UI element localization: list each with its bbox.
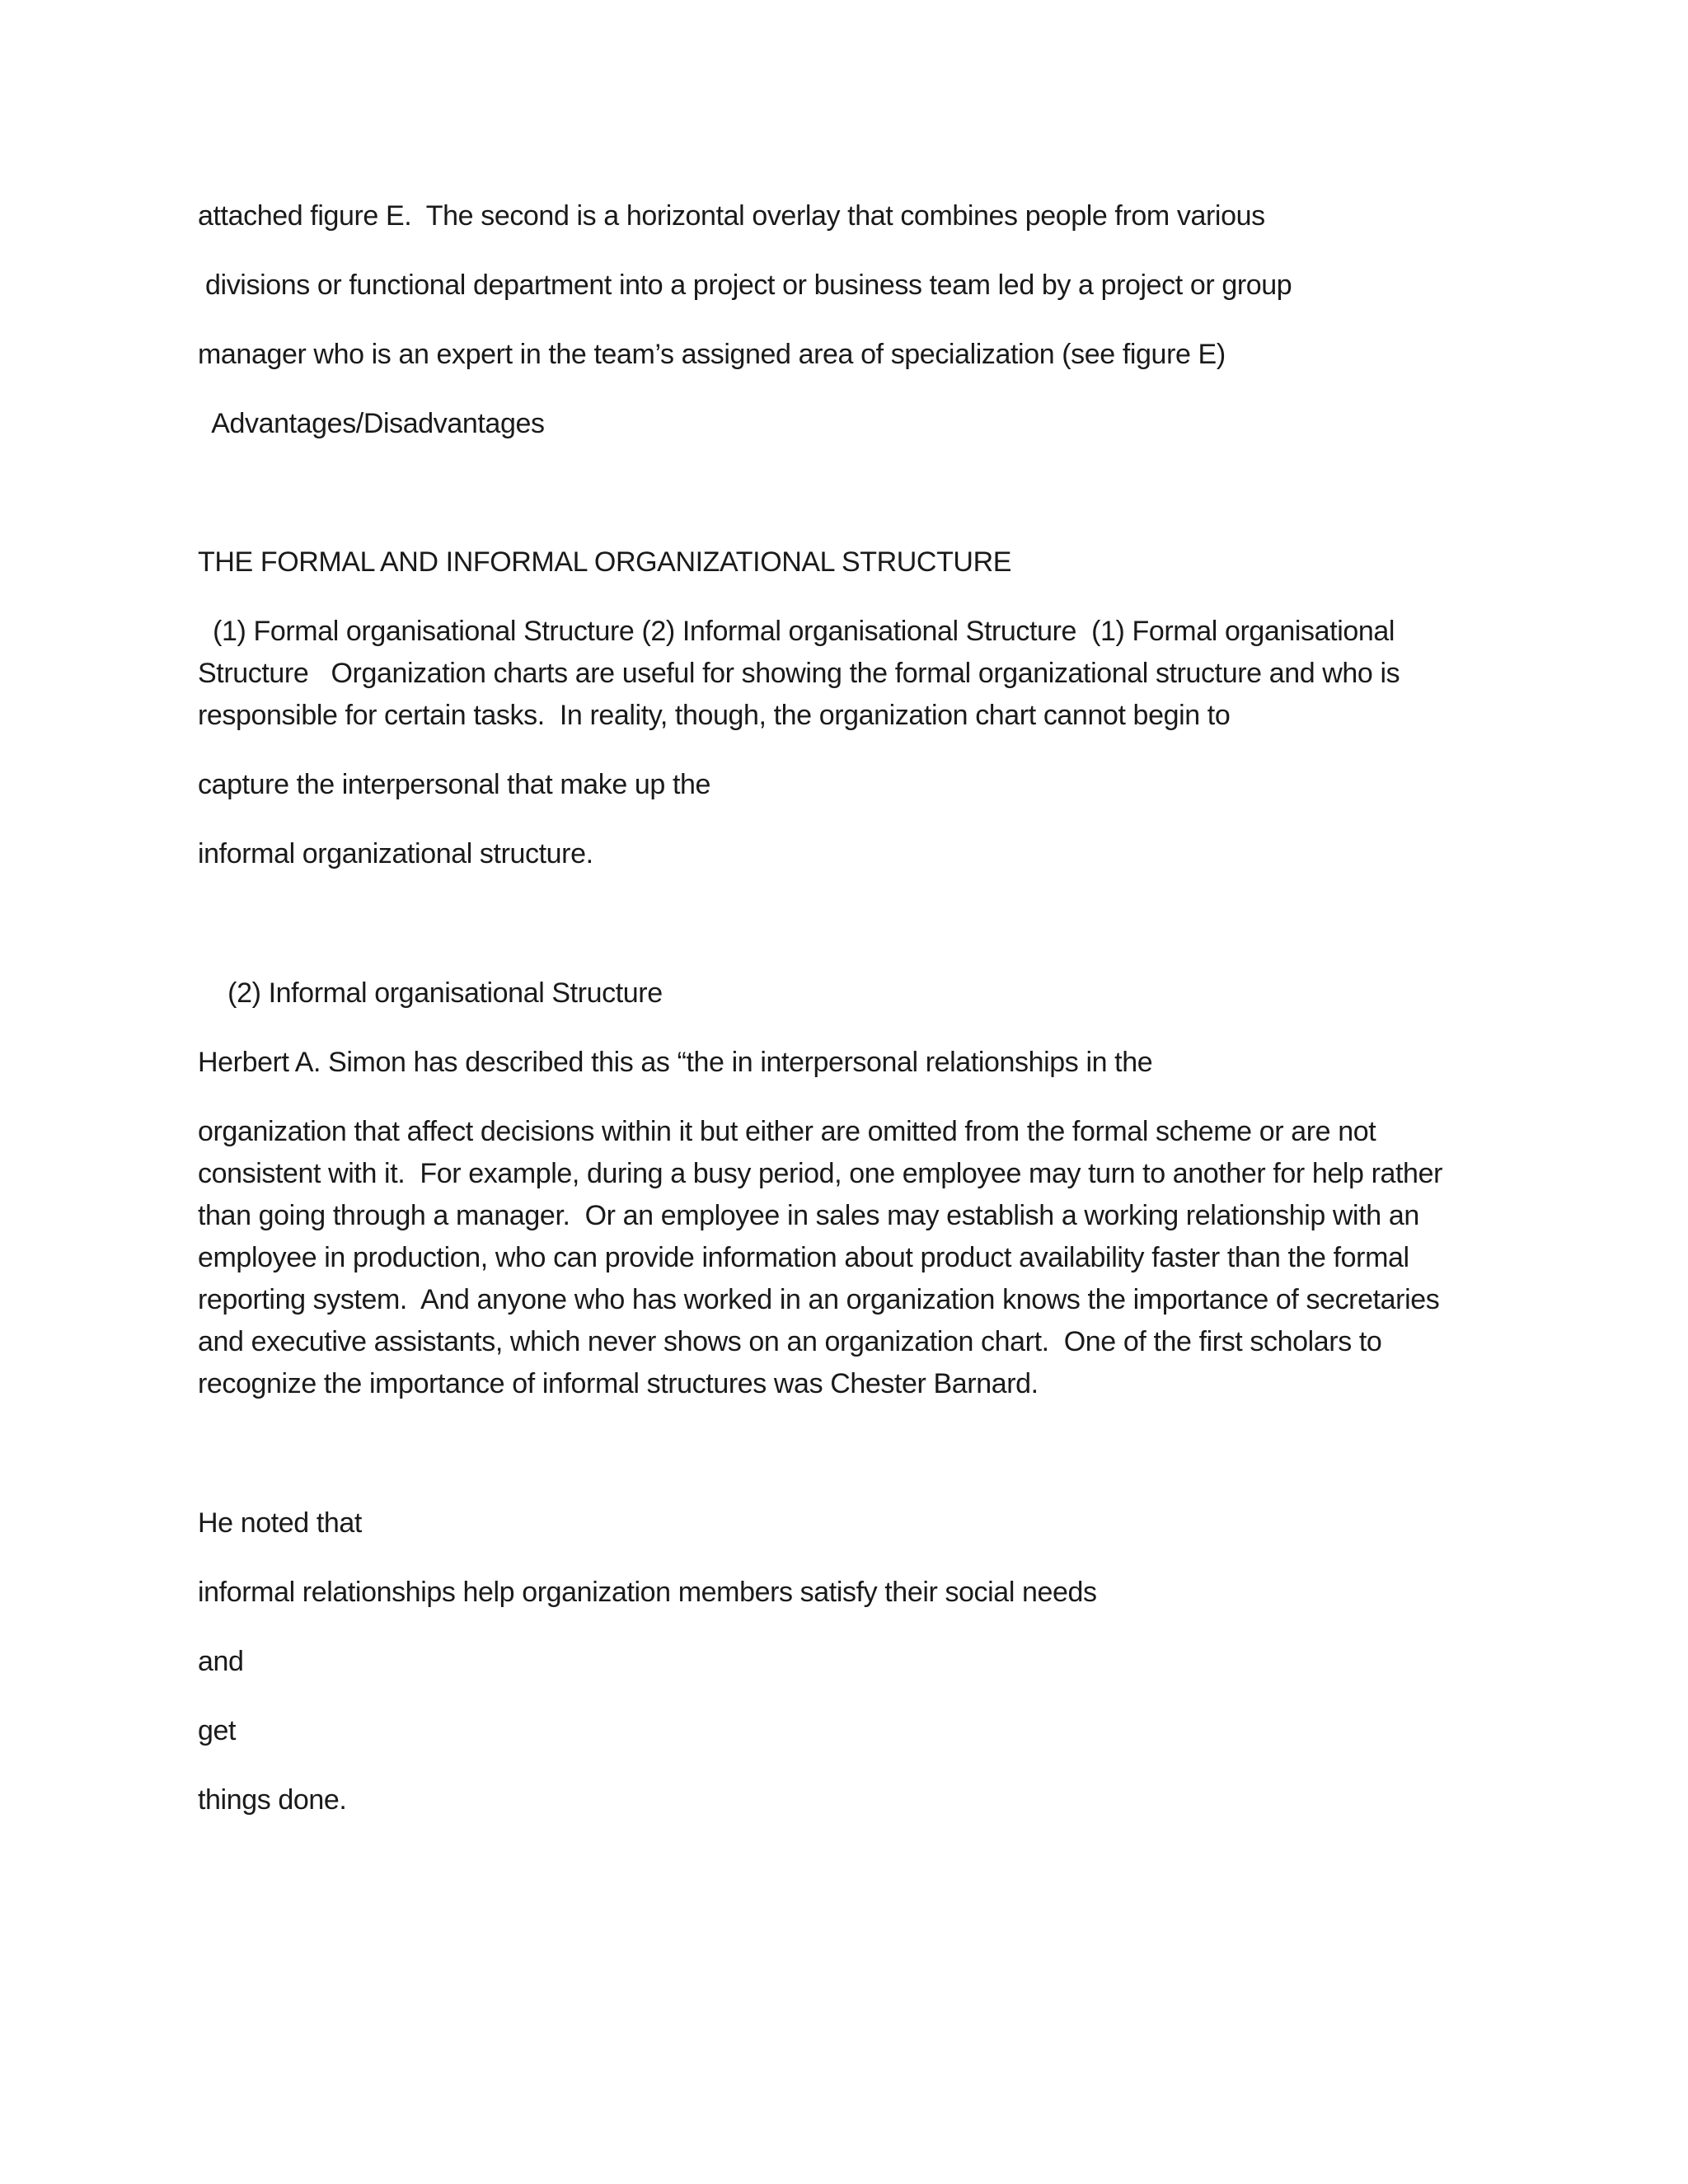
text-line: Herbert A. Simon has described this as “the in interpersonal relationships in the [198,1047,1153,1078]
paragraph-line: and executive assistants, which never shows on an organization chart. One of the first scholars to [198,1326,1382,1357]
paragraph-line: organization that affect decisions within it but either are omitted from the formal scheme or are not [198,1116,1376,1147]
text-line: things done. [198,1784,347,1816]
paragraph-line: Structure Organization charts are useful for showing the formal organizational structure and who is [198,658,1400,689]
text-line: He noted that [198,1507,362,1539]
subsection-heading: (2) Informal organisational Structure [198,977,663,1009]
text-line: divisions or functional department into a project or business team led by a project or group [198,269,1292,301]
paragraph-line: (1) Formal organisational Structure (2) Informal organisational Structure (1) Formal organisational [198,616,1395,647]
paragraph-line: than going through a manager. Or an employee in sales may establish a working relationship with an [198,1200,1419,1231]
paragraph-line: consistent with it. For example, during a busy period, one employee may turn to another for help rather [198,1158,1442,1189]
subsection-label: Advantages/Disadvantages [198,408,545,439]
paragraph-line: responsible for certain tasks. In reality, though, the organization chart cannot begin to [198,700,1231,731]
text-line: informal relationships help organization members satisfy their social needs [198,1577,1097,1608]
paragraph-line: employee in production, who can provide information about product availability faster than the formal [198,1242,1409,1273]
section-heading: THE FORMAL AND INFORMAL ORGANIZATIONAL STRUCTURE [198,546,1012,578]
text-line: get [198,1715,237,1746]
paragraph-line: reporting system. And anyone who has worked in an organization knows the importance of secretaries [198,1284,1440,1315]
paragraph-line: recognize the importance of informal structures was Chester Barnard. [198,1368,1039,1399]
text-line: informal organizational structure. [198,838,593,869]
text-line: and [198,1646,244,1677]
text-line: capture the interpersonal that make up the [198,769,711,800]
text-line: attached figure E. The second is a horizontal overlay that combines people from various [198,200,1265,232]
text-line: manager who is an expert in the team’s assigned area of specialization (see figure E) [198,339,1226,370]
